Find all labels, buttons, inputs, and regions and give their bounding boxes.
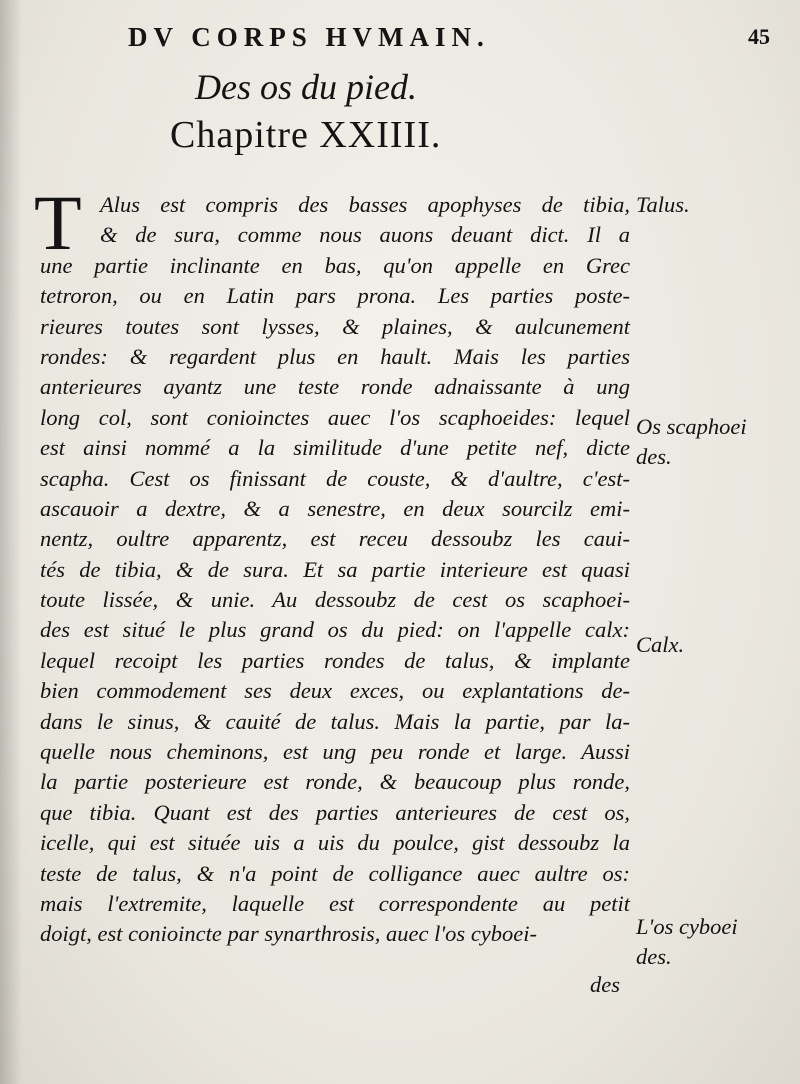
text-line: une partie inclinante en bas, qu'on appelle en Grec [40, 252, 630, 278]
chapter-title: Des os du pied. [195, 67, 417, 107]
page-header [100, 22, 790, 58]
text-line: icelle, qui est située uis a uis du poulce, gist dessoubz la [40, 830, 630, 856]
body-text [40, 190, 630, 950]
text-line: que tibia. Quant est des parties anterieures de cest os, [40, 799, 630, 825]
text-line: toute lissée, & unie. Au dessoubz de cest os scaphoei- [40, 587, 630, 613]
margin-note-scaphoeides-cont: des. [636, 444, 672, 469]
margin-note-scaphoeides: Os scaphoei [636, 414, 747, 439]
text-line: nentz, oultre apparentz, est receu dessoubz les caui- [40, 526, 630, 552]
margin-note-cyboeides: L'os cyboei [636, 914, 738, 939]
text-line: tés de tibia, & de sura. Et sa partie interieure est quasi [40, 556, 630, 582]
text-line: doigt, est conioincte par synarthrosis, auec l'os cyboei- [40, 921, 538, 947]
text-line: est ainsi nommé a la similitude d'une petite nef, dicte [40, 435, 630, 461]
catchword: des [590, 972, 620, 997]
text-line: rondes: & regardent plus en hault. Mais les parties [40, 343, 630, 369]
margin-note-cyboeides-cont: des. [636, 944, 672, 969]
text-line: bien commodement ses deux exces, ou explantations de- [40, 678, 630, 704]
text-line: la partie posterieure est ronde, & beaucoup plus ronde, [40, 769, 630, 795]
text-line: lequel recoipt les parties rondes de talus, & implante [40, 647, 630, 673]
page-number: 45 [748, 24, 770, 49]
text-line: & de sura, comme nous auons deuant dict. Il a [100, 222, 630, 248]
text-line: rieures toutes sont lysses, & plaines, & aulcunement [40, 313, 630, 339]
margin-note-calx: Calx. [636, 632, 685, 657]
text-line: des est situé le plus grand os du pied: on l'appelle calx: [40, 617, 630, 643]
text-line: long col, sont conioinctes auec l'os scaphoeides: lequel [40, 404, 630, 430]
drop-cap: T [34, 179, 82, 266]
text-line: dans le sinus, & cauité de talus. Mais la partie, par la- [40, 708, 630, 734]
text-line: quelle nous cheminons, est ung peu ronde et large. Aussi [40, 739, 630, 765]
text-line: anterieures ayantz une teste ronde adnaissante à ung [40, 374, 630, 400]
text-line: scapha. Cest os finissant de couste, & d'aultre, c'est- [40, 465, 630, 491]
text-line: mais l'extremite, laquelle est correspondente au petit [40, 890, 630, 916]
text-line: Alus est compris des basses apophyses de tibia, [100, 192, 630, 217]
running-title: DV CORPS HVMAIN. [128, 22, 490, 52]
text-line: ascauoir a dextre, & a senestre, en deux sourcilz emi- [40, 495, 630, 521]
chapter-number: Chapitre XXIIII. [170, 114, 442, 156]
text-line: tetroron, ou en Latin pars prona. Les parties poste- [40, 283, 630, 309]
spine-shadow [0, 0, 22, 1084]
margin-note-talus: Talus. [636, 192, 690, 217]
text-line: teste de talus, & n'a point de colligance auec aultre os: [40, 860, 630, 886]
